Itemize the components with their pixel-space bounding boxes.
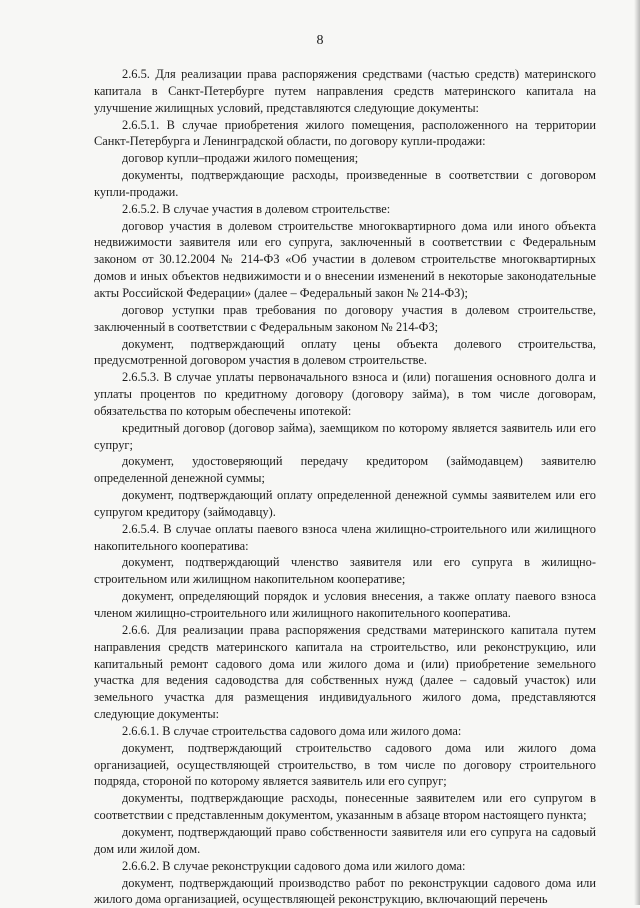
paragraph: 2.6.6. Для реализации права распоряжения средствами материнского капитала путем направления средств материнского капитала на строительство, или реконструкцию, или капитальный ремонт садового дома или жилого дома и (или) приобретение земельного участка для ведения садоводства для собственных нужд (далее – садовый участок) или земельного участка для размещения индивидуального жилого дома, представляются следующие документы:	[94, 622, 596, 723]
paragraph: документ, подтверждающий оплату цены объекта долевого строительства, предусмотренной договором участия в долевом строительстве.	[94, 336, 596, 370]
paragraph: документ, подтверждающий право собственности заявителя или его супруга на садовый дом или жилой дом.	[94, 824, 596, 858]
paragraph: документ, подтверждающий производство работ по реконструкции садового дома или жилого дома организацией, осуществляющей реконструкцию, включающий перечень	[94, 875, 596, 908]
paragraph: 2.6.5.3. В случае уплаты первоначального взноса и (или) погашения основного долга и уплаты процентов по кредитному договору (договору займа), в том числе договорам, обязательства по которым обеспечены ипотекой:	[94, 369, 596, 420]
paragraph: документ, удостоверяющий передачу кредитором (займодавцем) заявителю определенной денежной суммы;	[94, 453, 596, 487]
paragraph: договор участия в долевом строительстве многоквартирного дома или иного объекта недвижимости заявителя или его супруга, заключенный в соответствии с Федеральным законом от 30.12.2004 № 214-ФЗ «Об участии в долевом строительстве многоквартирных домов и иных объектов недвижимости и о внесении изменений в некоторые законодательные акты Российской Федерации» (далее – Федеральный закон № 214-ФЗ);	[94, 218, 596, 302]
paragraph: документ, подтверждающий членство заявителя или его супруга в жилищно-строительном или жилищном накопительном кооперативе;	[94, 554, 596, 588]
paragraph: 2.6.6.1. В случае строительства садового дома или жилого дома:	[94, 723, 596, 740]
paragraph: 2.6.5.1. В случае приобретения жилого помещения, расположенного на территории Санкт-Петербурга и Ленинградской области, по договору купли-продажи:	[94, 117, 596, 151]
paragraph: документы, подтверждающие расходы, понесенные заявителем или его супругом в соответствии с представленным документом, указанным в абзаце втором настоящего пункта;	[94, 790, 596, 824]
paragraph: документ, подтверждающий строительство садового дома или жилого дома организацией, осуществляющей строительство, в том числе по договору строительного подряда, стороной по которому является заявитель или его супруг;	[94, 740, 596, 791]
paragraph: 2.6.5.4. В случае оплаты паевого взноса члена жилищно-строительного или жилищного накопительного кооператива:	[94, 521, 596, 555]
paragraph: договор купли–продажи жилого помещения;	[94, 150, 596, 167]
paragraph: кредитный договор (договор займа), заемщиком по которому является заявитель или его супруг;	[94, 420, 596, 454]
paragraph: документы, подтверждающие расходы, произведенные в соответствии с договором купли-продажи.	[94, 167, 596, 201]
scan-edge-shadow	[634, 0, 640, 905]
paragraph: документ, определяющий порядок и условия внесения, а также оплату паевого взноса членом жилищно-строительного или жилищного накопительного кооператива.	[94, 588, 596, 622]
paragraph: 2.6.5.2. В случае участия в долевом строительстве:	[94, 201, 596, 218]
document-body	[94, 66, 596, 908]
paragraph: 2.6.5. Для реализации права распоряжения средствами (частью средств) материнского капитала в Санкт-Петербурге путем направления средств материнского капитала на улучшение жилищных условий, представляются следующие документы:	[94, 66, 596, 117]
paragraph: документ, подтверждающий оплату определенной денежной суммы заявителем или его супругом кредитору (займодавцу).	[94, 487, 596, 521]
paragraph: 2.6.6.2. В случае реконструкции садового дома или жилого дома:	[94, 858, 596, 875]
page-number: 8	[0, 33, 640, 49]
paragraph: договор уступки прав требования по договору участия в долевом строительстве, заключенный в соответствии с Федеральным законом № 214-ФЗ;	[94, 302, 596, 336]
